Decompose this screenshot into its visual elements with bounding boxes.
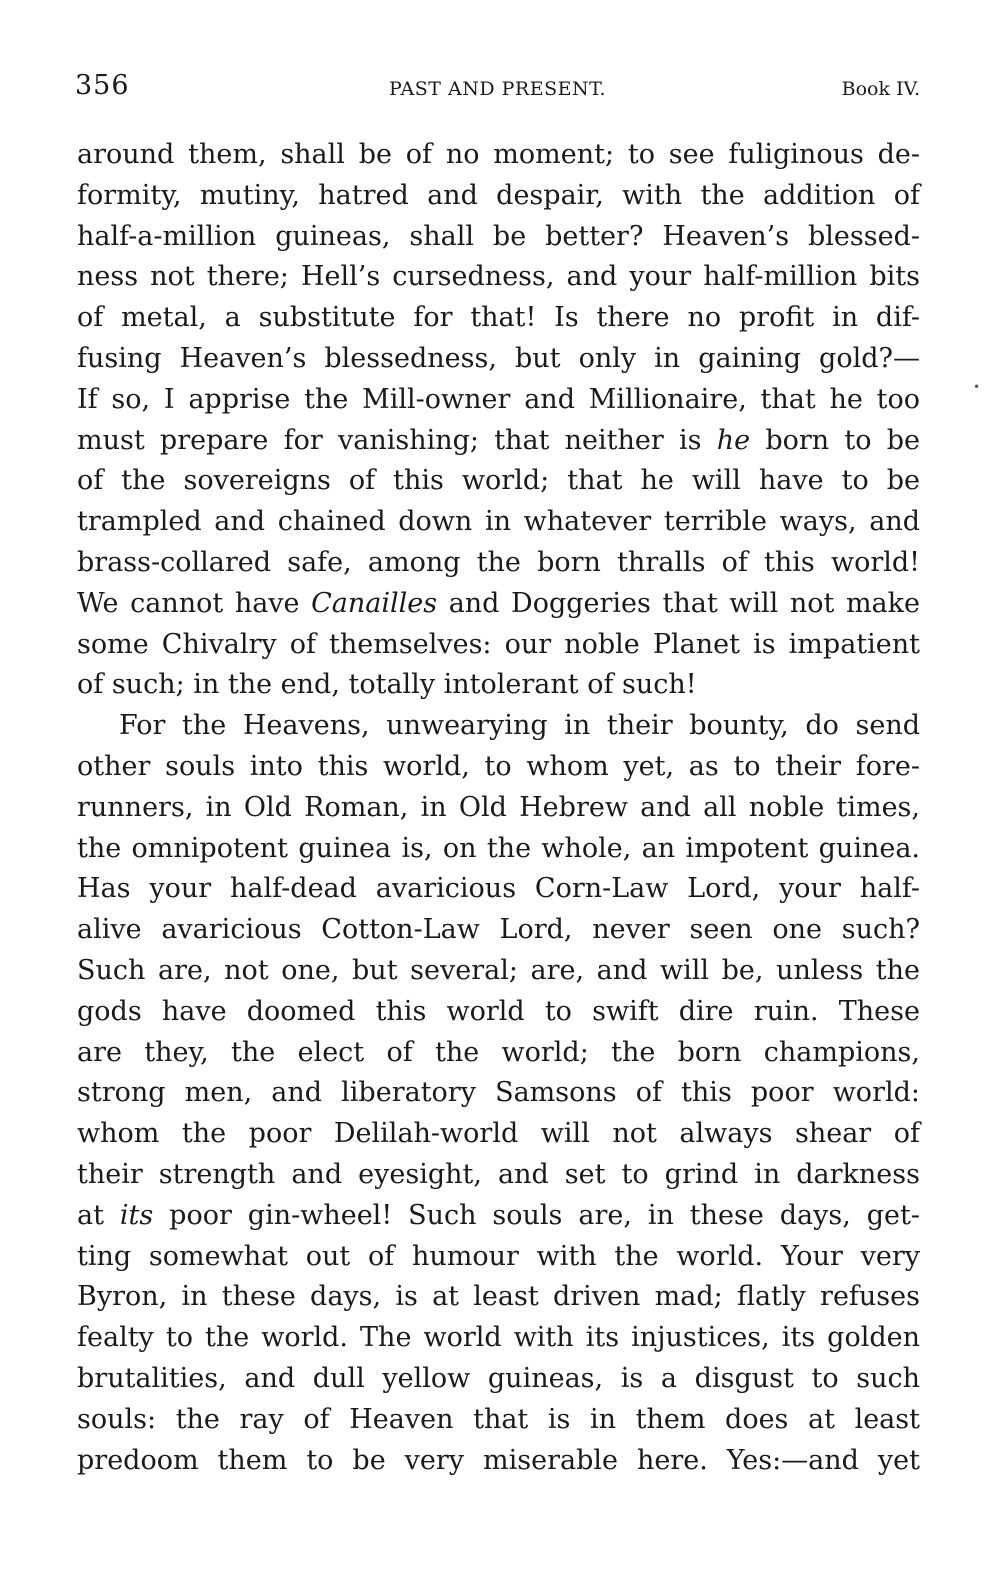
text-line — [77, 543, 920, 584]
text-line — [77, 461, 920, 502]
text-run: Has your half-dead avaricious Corn-Law Lord, your half- — [77, 873, 920, 905]
text-run: formity, mutiny, hatred and despair, with the addition of — [77, 179, 920, 211]
text-run: We cannot have — [77, 587, 312, 619]
text-line — [77, 1114, 920, 1155]
text-line — [77, 257, 920, 298]
text-run: souls: the ray of Heaven that is in them does at least — [77, 1403, 920, 1435]
text-run: of such; in the end, totally intolerant of such! — [77, 669, 697, 701]
text-line — [77, 421, 920, 462]
text-run: of metal, a substitute for that! Is there no profit in dif- — [77, 302, 920, 334]
text-line — [77, 829, 920, 870]
italic-word: its — [119, 1199, 154, 1231]
book-label: Book IV. — [841, 78, 920, 100]
text-run: half-a-million guineas, shall be better? Heaven’s blessed- — [77, 220, 920, 252]
text-line — [77, 298, 920, 339]
text-line — [77, 1073, 920, 1114]
text-line — [77, 1196, 920, 1237]
text-run: the omnipotent guinea is, on the whole, an impotent guinea. — [77, 832, 920, 864]
text-line — [77, 951, 920, 992]
text-line — [77, 135, 920, 176]
text-line — [77, 176, 920, 217]
text-line — [77, 910, 920, 951]
running-title: PAST AND PRESENT. — [389, 78, 606, 100]
text-line — [77, 869, 920, 910]
page-number: 356 — [75, 70, 130, 101]
text-run: and Doggeries that will not make — [437, 587, 920, 619]
text-line — [77, 380, 920, 421]
text-line — [77, 1237, 920, 1278]
text-line — [77, 992, 920, 1033]
text-run: fealty to the world. The world with its injustices, its golden — [77, 1322, 920, 1354]
text-line — [77, 339, 920, 380]
text-run: If so, I apprise the Mill-owner and Millionaire, that he too — [77, 383, 920, 415]
text-run: Such are, not one, but several; are, and will be, unless the — [77, 954, 920, 986]
text-line — [77, 665, 920, 706]
text-line — [77, 706, 920, 747]
text-line — [77, 788, 920, 829]
text-line — [77, 1318, 920, 1359]
text-run: of the sovereigns of this world; that he will have to be — [77, 465, 920, 497]
text-run: their strength and eyesight, and set to grind in darkness — [77, 1158, 920, 1190]
text-run: ness not there; Hell’s cursedness, and your half-million bits — [77, 261, 920, 293]
text-run: strong men, and liberatory Samsons of this poor world: — [77, 1077, 920, 1109]
text-run: born to be — [750, 424, 921, 456]
text-run: ting somewhat out of humour with the world. Your very — [77, 1240, 920, 1272]
text-line — [77, 747, 920, 788]
text-run: whom the poor Delilah-world will not always shear of — [77, 1118, 920, 1150]
stray-ink-mark: • — [973, 380, 981, 394]
text-line — [77, 1277, 920, 1318]
text-line — [77, 1155, 920, 1196]
text-run: predoom them to be very miserable here. Yes:—and yet — [77, 1444, 920, 1476]
text-run: must prepare for vanishing; that neither is — [77, 424, 717, 456]
text-line — [77, 1033, 920, 1074]
text-run: brutalities, and dull yellow guineas, is a disgust to such — [77, 1362, 920, 1394]
text-line — [77, 1441, 920, 1482]
text-run: gods have doomed this world to swift dire ruin. These — [77, 995, 920, 1027]
text-line — [77, 584, 920, 625]
text-line — [77, 502, 920, 543]
italic-word: he — [716, 424, 751, 456]
text-run: other souls into this world, to whom yet, as to their fore- — [77, 750, 920, 782]
text-line — [77, 1400, 920, 1441]
text-run: poor gin-wheel! Such souls are, in these days, get- — [153, 1199, 921, 1231]
italic-word: Canailles — [311, 587, 438, 619]
text-run: For the Heavens, unwearying in their bounty, do send — [119, 710, 920, 742]
text-run: at — [77, 1199, 120, 1231]
text-run: around them, shall be of no moment; to see fuliginous de- — [77, 139, 920, 170]
text-run: alive avaricious Cotton-Law Lord, never seen one such? — [77, 914, 920, 946]
running-head — [75, 70, 920, 110]
text-line — [77, 1359, 920, 1400]
body-text — [77, 135, 920, 1481]
text-run: runners, in Old Roman, in Old Hebrew and all noble times, — [77, 791, 920, 823]
text-run: are they, the elect of the world; the born champions, — [77, 1036, 920, 1068]
text-run: brass-collared safe, among the born thralls of this world! — [77, 546, 920, 578]
text-run: some Chivalry of themselves: our noble Planet is impatient — [77, 628, 920, 660]
text-line — [77, 217, 920, 258]
text-run: Byron, in these days, is at least driven mad; flatly refuses — [77, 1281, 920, 1313]
text-run: trampled and chained down in whatever terrible ways, and — [77, 506, 920, 538]
text-run: fusing Heaven’s blessedness, but only in gaining gold?— — [77, 342, 920, 374]
text-line — [77, 625, 920, 666]
